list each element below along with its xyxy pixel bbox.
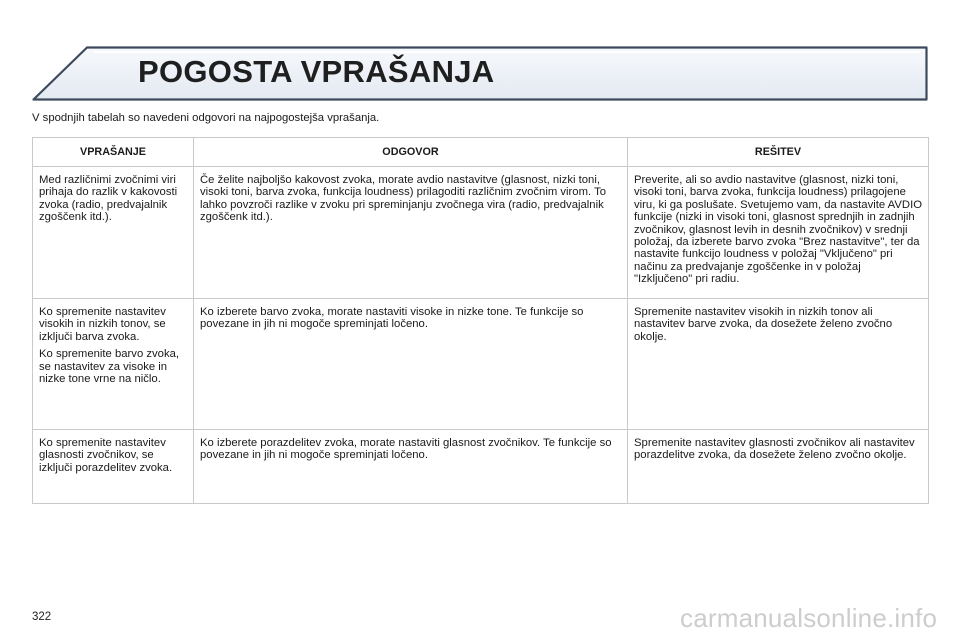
table-row — [33, 430, 929, 504]
question-cell — [33, 299, 194, 430]
table-row — [33, 299, 929, 430]
question-cell — [33, 430, 194, 504]
answer-cell: Če želite najboljšo kakovost zvoka, morate avdio nastavitve (glasnost, nizki toni, visoki toni, barva zvoka, funkcija loudness) prilagoditi različnim zvočnim virom. To lahko povzroči razlike v zvoku pri spreminjanju zvočnega vira (radio, predvajalnik zgoščenk itd.). — [194, 167, 628, 299]
watermark: carmanualsonline.info — [680, 603, 938, 633]
column-header-answer: ODGOVOR — [194, 138, 628, 167]
faq-table — [32, 137, 929, 504]
page-number: 322 — [32, 611, 52, 623]
table-row — [33, 167, 929, 299]
question-text: Ko spremenite barvo zvoka, se nastavitev za visoke in nizke tone vrne na ničlo. — [39, 348, 180, 386]
page-title: POGOSTA VPRAŠANJA — [138, 54, 495, 89]
question-text: Ko spremenite nastavitev glasnosti zvočnikov, se izključi porazdelitev zvoka. — [39, 437, 173, 474]
solution-cell: Spremenite nastavitev glasnosti zvočnikov ali nastavitev porazdelitve zvoka, da dosežete želeno zvočno okolje. — [628, 430, 929, 504]
answer-cell: Ko izberete barvo zvoka, morate nastaviti visoke in nizke tone. Te funkcije so povezane in jih ni mogoče spreminjati ločeno. — [194, 299, 628, 430]
table-header-row — [33, 138, 929, 167]
question-text: Ko spremenite nastavitev visokih in nizkih tonov, se izključi barva zvoka. — [39, 306, 166, 343]
question-text: Med različnimi zvočnimi viri prihaja do razlik v kakovosti zvoka (radio, predvajalnik zgoščenk itd.). — [39, 174, 178, 224]
question-cell — [33, 167, 194, 299]
column-header-question: VPRAŠANJE — [33, 138, 194, 167]
header-banner — [32, 46, 928, 101]
column-header-solution: REŠITEV — [628, 138, 929, 167]
answer-cell: Ko izberete porazdelitev zvoka, morate nastaviti glasnost zvočnikov. Te funkcije so povezane in jih ni mogoče spreminjati ločeno. — [194, 430, 628, 504]
intro-text: V spodnjih tabelah so navedeni odgovori na najpogostejša vprašanja. — [32, 112, 380, 124]
solution-cell: Preverite, ali so avdio nastavitve (glasnost, nizki toni, visoki toni, barva zvoka, funkcija loudness) prilagojene viru, ki ga poslušate. Svetujemo vam, da nastavite AVDIO funkcije (nizki in visoki toni, glasnost sprednjih in zadnjih zvočnikov, glasnost levih in desnih zvočnikov) v srednji položaj, da izberete barvo zvoka "Brez nastavitve", ter da nastavite funkcijo loudness v položaj "Vključeno" pri načinu za predvajanje zgoščenke in v položaj "Izključeno" pri radiu. — [628, 167, 929, 299]
solution-cell: Spremenite nastavitev visokih in nizkih tonov ali nastavitev barve zvoka, da dosežete želeno zvočno okolje. — [628, 299, 929, 430]
